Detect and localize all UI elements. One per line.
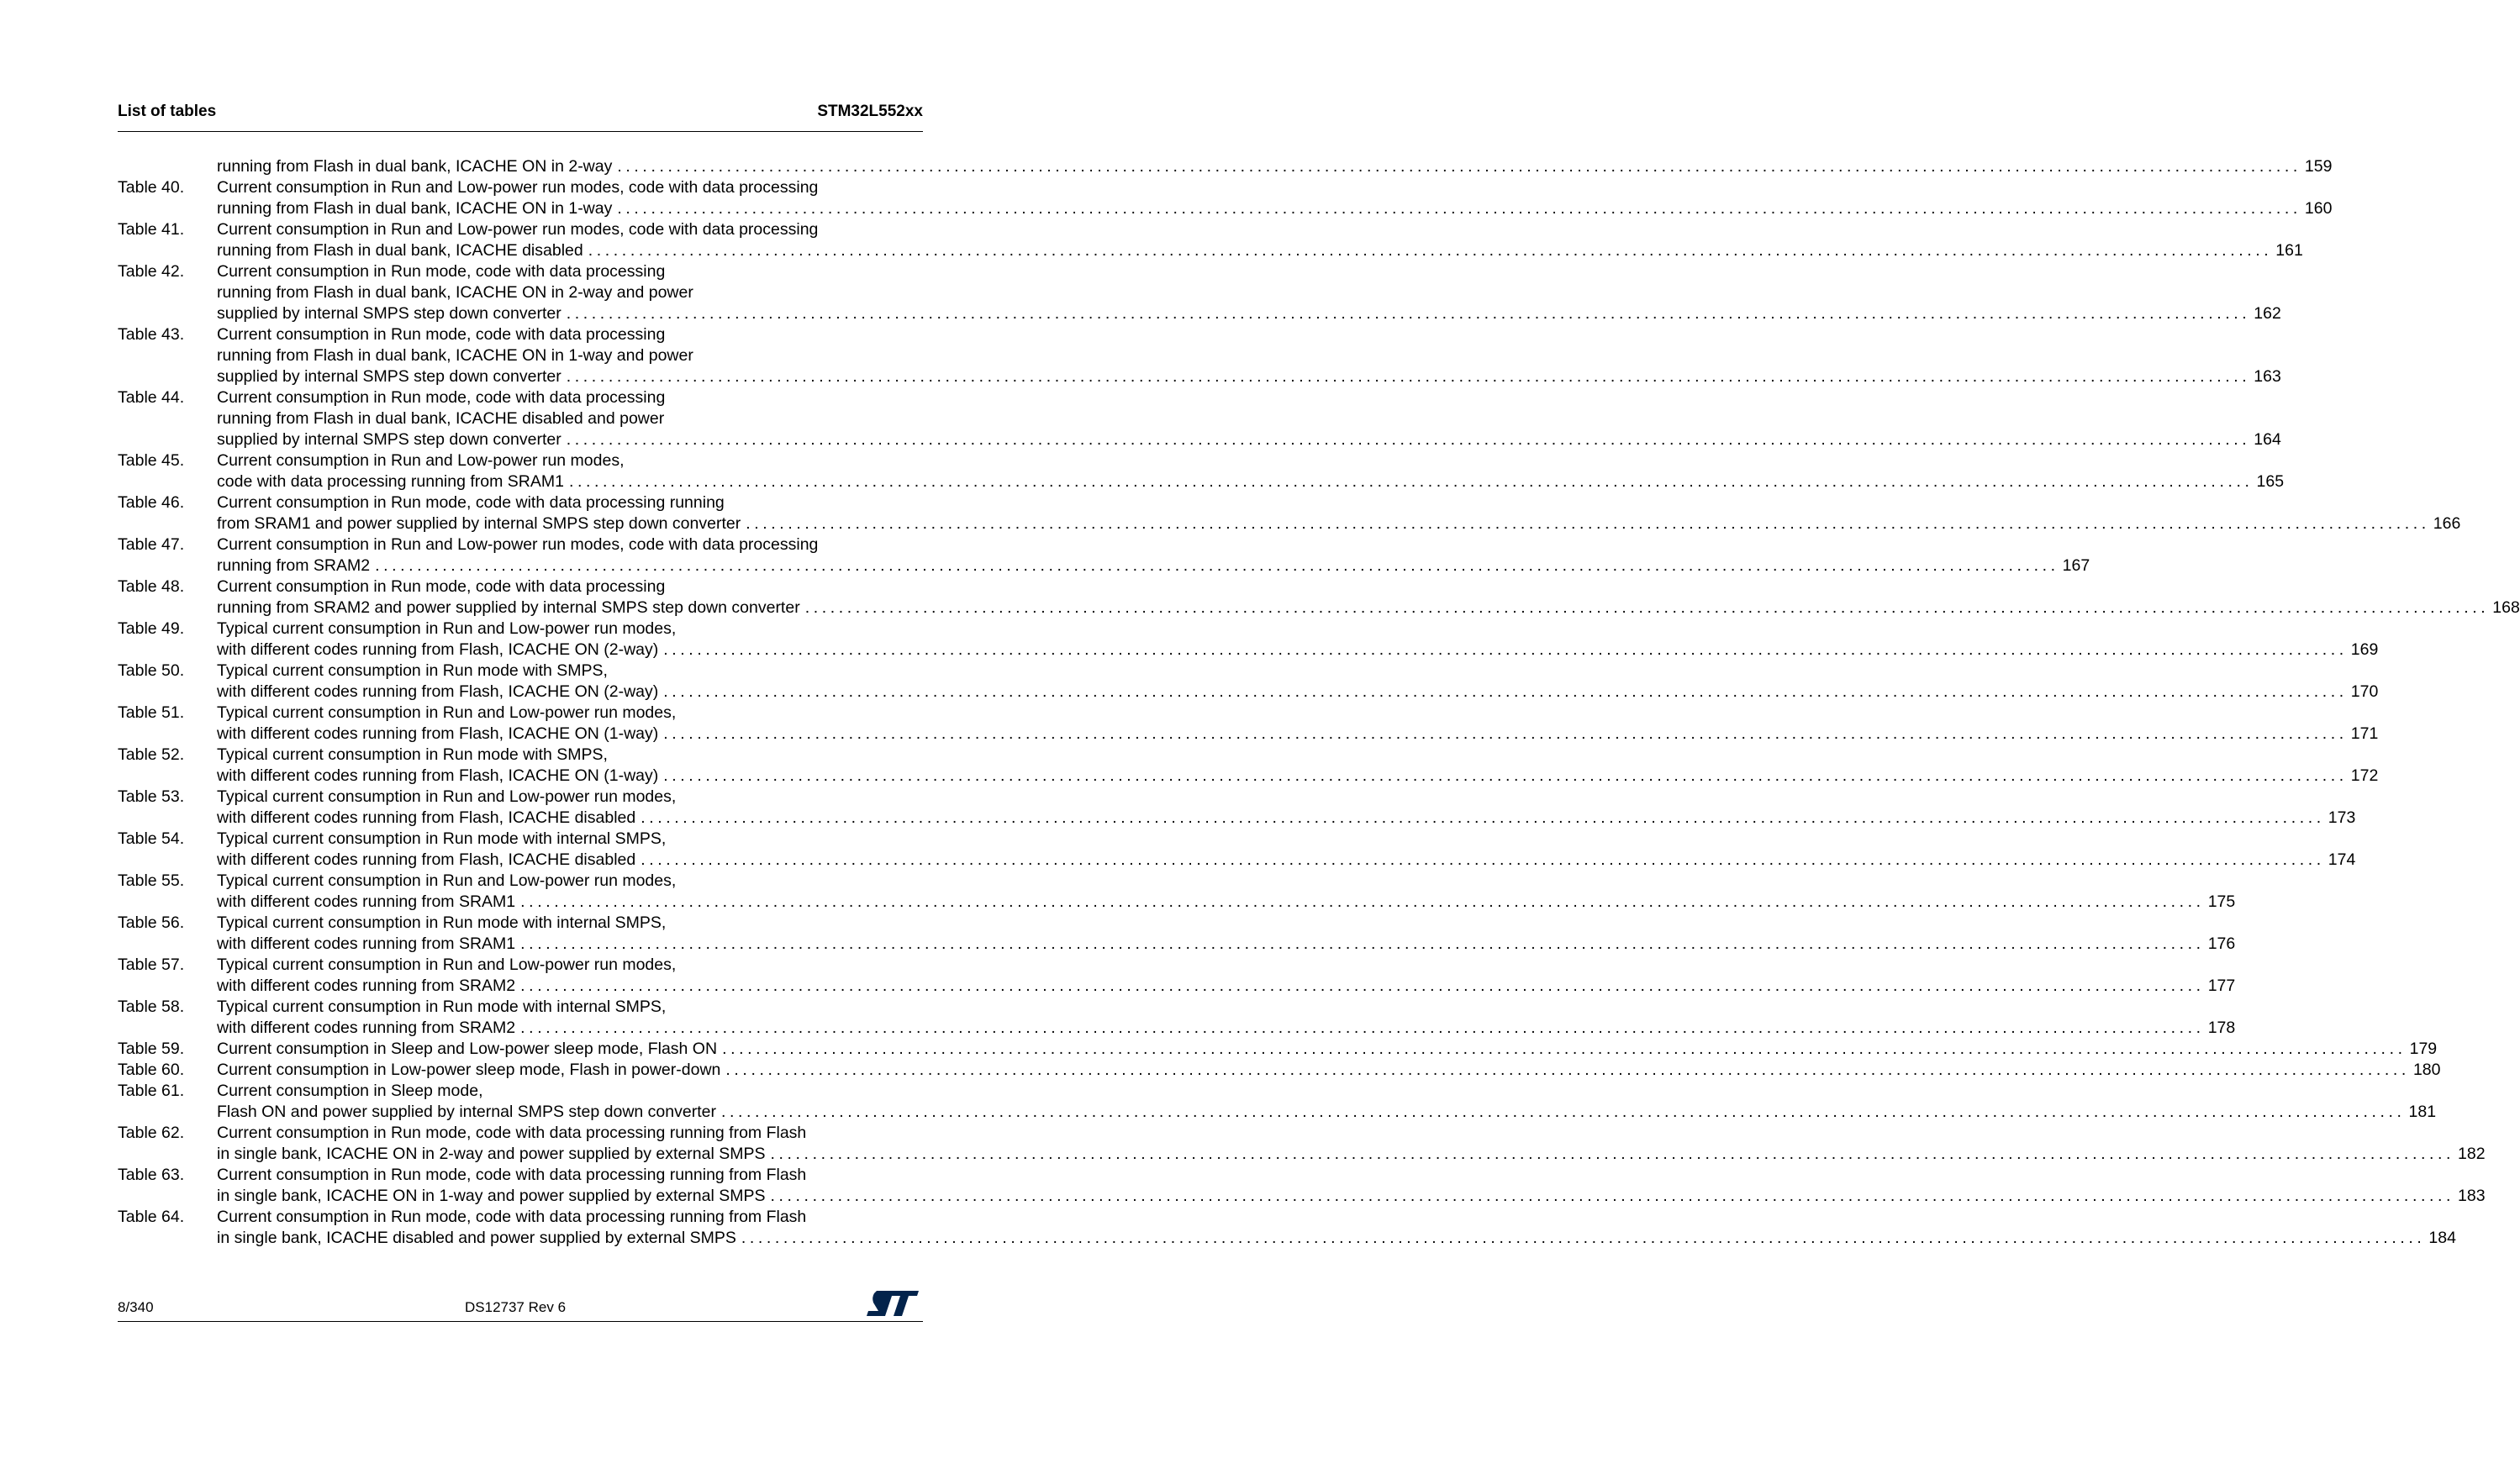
entry-title-line: running from Flash in dual bank, ICACHE ON in 2-way (217, 157, 613, 176)
table-number: Table 42. (118, 262, 185, 281)
document-id: DS12737 Rev 6 (465, 1299, 567, 1315)
toc-entry[interactable] (118, 619, 2379, 661)
dot-leader: ........................................................................................................................................................................................................ (641, 850, 2325, 869)
table-number: Table 62. (118, 1124, 185, 1142)
entry-title-line: Typical current consumption in Run mode with internal SMPS, (217, 913, 667, 932)
page-ref-link[interactable]: 170 (2350, 682, 2379, 701)
toc-entry[interactable] (118, 661, 2379, 703)
entry-title-line: in single bank, ICACHE disabled and power supplied by external SMPS (217, 1229, 736, 1247)
page-ref-link[interactable]: 160 (2304, 199, 2333, 218)
table-number: Table 47. (118, 535, 185, 554)
toc-entry[interactable] (118, 261, 2281, 324)
toc-entry[interactable] (118, 1207, 2456, 1249)
toc-entry[interactable] (118, 492, 2461, 534)
dot-leader: ........................................................................................................................................................................................................ (663, 682, 2348, 701)
table-number: Table 56. (118, 913, 185, 932)
toc-entry[interactable] (118, 871, 2236, 913)
dot-leader: ........................................................................................................................................................................................................ (566, 304, 2251, 323)
page-ref-link[interactable]: 166 (2433, 514, 2461, 533)
toc-entry[interactable] (118, 1123, 2486, 1165)
toc-entry[interactable] (118, 745, 2379, 787)
page-ref-link[interactable]: 167 (2062, 556, 2090, 575)
entry-title-line: Flash ON and power supplied by internal SMPS step down converter (217, 1103, 716, 1121)
page-ref-link[interactable]: 169 (2350, 640, 2379, 659)
entry-title-line: with different codes running from Flash, ICACHE disabled (217, 808, 636, 827)
toc-entry[interactable] (118, 387, 2281, 450)
table-number: Table 45. (118, 451, 185, 470)
table-number: Table 40. (118, 178, 185, 197)
entry-title-line: in single bank, ICACHE ON in 2-way and power supplied by external SMPS (217, 1145, 766, 1163)
dot-leader: ........................................................................................................................................................................................................ (663, 766, 2348, 785)
dot-leader: ........................................................................................................................................................................................................ (770, 1187, 2455, 1205)
table-number: Table 49. (118, 619, 185, 638)
toc-entry[interactable] (118, 787, 2356, 829)
dot-leader: ........................................................................................................................................................................................................ (663, 640, 2348, 659)
page-ref-link[interactable]: 175 (2207, 892, 2236, 911)
page-footer (118, 1298, 923, 1322)
entry-title-line: Current consumption in Run mode, code with data processing running from Flash (217, 1208, 807, 1226)
toc-entry[interactable] (118, 534, 2090, 576)
entry-title-line: running from SRAM2 (217, 556, 371, 575)
toc-entry[interactable] (118, 913, 2236, 955)
entry-title-line: Current consumption in Run mode, code with data processing running from Flash (217, 1166, 807, 1184)
table-number: Table 55. (118, 871, 185, 890)
page-ref-link[interactable]: 163 (2254, 367, 2281, 386)
entry-title-line: Typical current consumption in Run mode with SMPS, (217, 661, 608, 680)
dot-leader: ........................................................................................................................................................................................................ (375, 556, 2059, 575)
toc-entry[interactable] (118, 324, 2281, 387)
page-header (118, 101, 923, 132)
table-number: Table 53. (118, 787, 185, 806)
entry-title-line: running from Flash in dual bank, ICACHE disabled (217, 241, 583, 260)
entry-title-line: with different codes running from Flash, ICACHE ON (1-way) (217, 724, 659, 743)
entry-title-line: Current consumption in Sleep mode, (217, 1082, 483, 1100)
entry-title-line: Current consumption in Run and Low-power run modes, code with data processing (217, 535, 819, 554)
table-number: Table 61. (118, 1082, 185, 1100)
section-title: List of tables (118, 103, 217, 120)
entry-title-line: running from SRAM2 and power supplied by internal SMPS step down converter (217, 598, 800, 617)
entry-title-line: running from Flash in dual bank, ICACHE disabled and power (217, 409, 665, 428)
table-number: Table 57. (118, 955, 185, 974)
dot-leader: ........................................................................................................................................................................................................ (568, 472, 2254, 491)
entry-title-line: Typical current consumption in Run and Low-power run modes, (217, 787, 677, 806)
entry-title-line: Current consumption in Run mode, code with data processing (217, 325, 666, 344)
entry-title-line: Current consumption in Run mode, code with data processing running from Flash (217, 1124, 807, 1142)
dot-leader: ........................................................................................................................................................................................................ (617, 199, 2301, 218)
toc-entry[interactable] (118, 1081, 2437, 1123)
entry-title-line: Typical current consumption in Run mode with internal SMPS, (217, 998, 667, 1016)
toc-entry[interactable] (118, 829, 2356, 871)
toc-entry[interactable] (118, 576, 2520, 619)
table-number: Table 44. (118, 388, 185, 407)
dot-leader: ........................................................................................................................................................................................................ (741, 1229, 2426, 1247)
dot-leader: ........................................................................................................................................................................................................ (746, 514, 2430, 533)
entry-title-line: with different codes running from Flash, ICACHE ON (1-way) (217, 766, 659, 785)
table-number: Table 54. (118, 829, 185, 848)
dot-leader: ........................................................................................................................................................................................................ (566, 367, 2251, 386)
table-number: Table 50. (118, 661, 185, 680)
entry-title-line: running from Flash in dual bank, ICACHE ON in 1-way and power (217, 346, 693, 365)
entry-title-line: Current consumption in Run mode, code with data processing running (217, 493, 725, 512)
page-ref-link[interactable]: 171 (2350, 724, 2379, 743)
table-number: Table 41. (118, 220, 185, 239)
page-ref-link[interactable]: 176 (2207, 934, 2236, 953)
entry-title-line: Current consumption in Run mode, code with data processing (217, 388, 666, 407)
page-ref-link[interactable]: 174 (2328, 850, 2356, 869)
page-number: 8/340 (118, 1299, 154, 1315)
toc-entry[interactable] (118, 219, 2303, 261)
table-number: Table 59. (118, 1040, 185, 1058)
table-number (118, 156, 217, 177)
dot-leader: ........................................................................................................................................................................................................ (720, 1103, 2406, 1121)
page-ref-link[interactable]: 182 (2458, 1145, 2486, 1163)
toc-entry[interactable] (118, 997, 2236, 1039)
page-ref-link[interactable]: 173 (2328, 808, 2356, 827)
entry-title-line: Current consumption in Run mode, code with data processing (217, 577, 666, 596)
page-ref-link[interactable]: 184 (2428, 1229, 2456, 1247)
entry-title-line: Typical current consumption in Run mode with SMPS, (217, 745, 608, 764)
page-ref-link[interactable]: 181 (2408, 1103, 2437, 1121)
entry-title-line: with different codes running from Flash, ICACHE disabled (217, 850, 636, 869)
entry-title-line: with different codes running from SRAM1 (217, 934, 516, 953)
dot-leader: ........................................................................................................................................................................................................ (566, 430, 2251, 449)
page-ref-link[interactable]: 172 (2350, 766, 2379, 785)
table-list (118, 156, 2520, 1249)
entry-title-line: Typical current consumption in Run and Low-power run modes, (217, 703, 677, 722)
st-logo-icon (867, 1291, 919, 1319)
table-number: Table 51. (118, 703, 185, 722)
page-ref-link[interactable]: 179 (2409, 1040, 2438, 1058)
dot-leader: ........................................................................................................................................................................................................ (663, 724, 2348, 743)
product-name: STM32L552xx (817, 103, 923, 120)
dot-leader: ........................................................................................................................................................................................................ (722, 1040, 2407, 1058)
entry-title-line: supplied by internal SMPS step down converter (217, 304, 561, 323)
table-number: Table 64. (118, 1208, 185, 1226)
page-ref-link[interactable]: 168 (2492, 598, 2520, 617)
entry-title-line: Current consumption in Low-power sleep mode, Flash in power-down (217, 1061, 721, 1079)
entry-title-line: running from Flash in dual bank, ICACHE ON in 2-way and power (217, 283, 693, 302)
toc-entry[interactable] (118, 1060, 2441, 1081)
dot-leader: ........................................................................................................................................................................................................ (617, 157, 2301, 176)
page-ref-link[interactable]: 178 (2207, 1019, 2236, 1037)
table-number: Table 58. (118, 998, 185, 1016)
toc-entry[interactable] (118, 156, 2333, 177)
table-number: Table 63. (118, 1166, 185, 1184)
toc-entry[interactable] (118, 1165, 2486, 1207)
entry-title-line: Typical current consumption in Run mode with internal SMPS, (217, 829, 667, 848)
toc-entry[interactable] (118, 177, 2333, 219)
table-number: Table 52. (118, 745, 185, 764)
entry-title-line: Typical current consumption in Run and Low-power run modes, (217, 871, 677, 890)
entry-title-line: from SRAM1 and power supplied by internal SMPS step down converter (217, 514, 741, 533)
entry-title-line: Current consumption in Run mode, code with data processing (217, 262, 666, 281)
toc-entry[interactable] (118, 450, 2285, 492)
dot-leader: ........................................................................................................................................................................................................ (588, 241, 2273, 260)
page-ref-link[interactable]: 164 (2254, 430, 2281, 449)
entry-title-line: in single bank, ICACHE ON in 1-way and power supplied by external SMPS (217, 1187, 766, 1205)
entry-title-line: Typical current consumption in Run and Low-power run modes, (217, 955, 677, 974)
entry-title-line: Current consumption in Run and Low-power run modes, code with data processing (217, 220, 819, 239)
dot-leader: ........................................................................................................................................................................................................ (641, 808, 2325, 827)
entry-title-line: with different codes running from SRAM2 (217, 1019, 516, 1037)
toc-entry[interactable] (118, 703, 2379, 745)
page-ref-link[interactable]: 165 (2256, 472, 2285, 491)
page-ref-link[interactable]: 162 (2254, 304, 2281, 323)
page-ref-link[interactable]: 183 (2458, 1187, 2486, 1205)
dot-leader: ........................................................................................................................................................................................................ (520, 977, 2205, 995)
table-number: Table 60. (118, 1061, 185, 1079)
toc-entry[interactable] (118, 1039, 2438, 1060)
entry-title-line: Current consumption in Sleep and Low-power sleep mode, Flash ON (217, 1040, 718, 1058)
page-ref-link[interactable]: 177 (2207, 977, 2236, 995)
entry-title-line: with different codes running from SRAM1 (217, 892, 516, 911)
entry-title-line: supplied by internal SMPS step down converter (217, 430, 561, 449)
entry-title-line: with different codes running from Flash, ICACHE ON (2-way) (217, 682, 659, 701)
dot-leader: ........................................................................................................................................................................................................ (520, 934, 2205, 953)
entry-title-line: Typical current consumption in Run and Low-power run modes, (217, 619, 677, 638)
dot-leader: ........................................................................................................................................................................................................ (520, 1019, 2205, 1037)
entry-title-line: running from Flash in dual bank, ICACHE ON in 1-way (217, 199, 613, 218)
entry-title-line: with different codes running from Flash, ICACHE ON (2-way) (217, 640, 659, 659)
table-number: Table 46. (118, 493, 185, 512)
page-ref-link[interactable]: 180 (2412, 1061, 2441, 1079)
entry-title-line: code with data processing running from SRAM1 (217, 472, 564, 491)
entry-title-line: supplied by internal SMPS step down converter (217, 367, 561, 386)
page-ref-link[interactable]: 159 (2304, 157, 2333, 176)
dot-leader: ........................................................................................................................................................................................................ (520, 892, 2205, 911)
toc-entry[interactable] (118, 955, 2236, 997)
entry-title-line: with different codes running from SRAM2 (217, 977, 516, 995)
table-number: Table 48. (118, 577, 185, 596)
dot-leader: ........................................................................................................................................................................................................ (804, 598, 2490, 617)
dot-leader: ........................................................................................................................................................................................................ (725, 1061, 2410, 1079)
page-ref-link[interactable]: 161 (2275, 241, 2303, 260)
entry-title-line: Current consumption in Run and Low-power run modes, code with data processing (217, 178, 819, 197)
table-number: Table 43. (118, 325, 185, 344)
dot-leader: ........................................................................................................................................................................................................ (770, 1145, 2455, 1163)
entry-title-line: Current consumption in Run and Low-power run modes, (217, 451, 625, 470)
